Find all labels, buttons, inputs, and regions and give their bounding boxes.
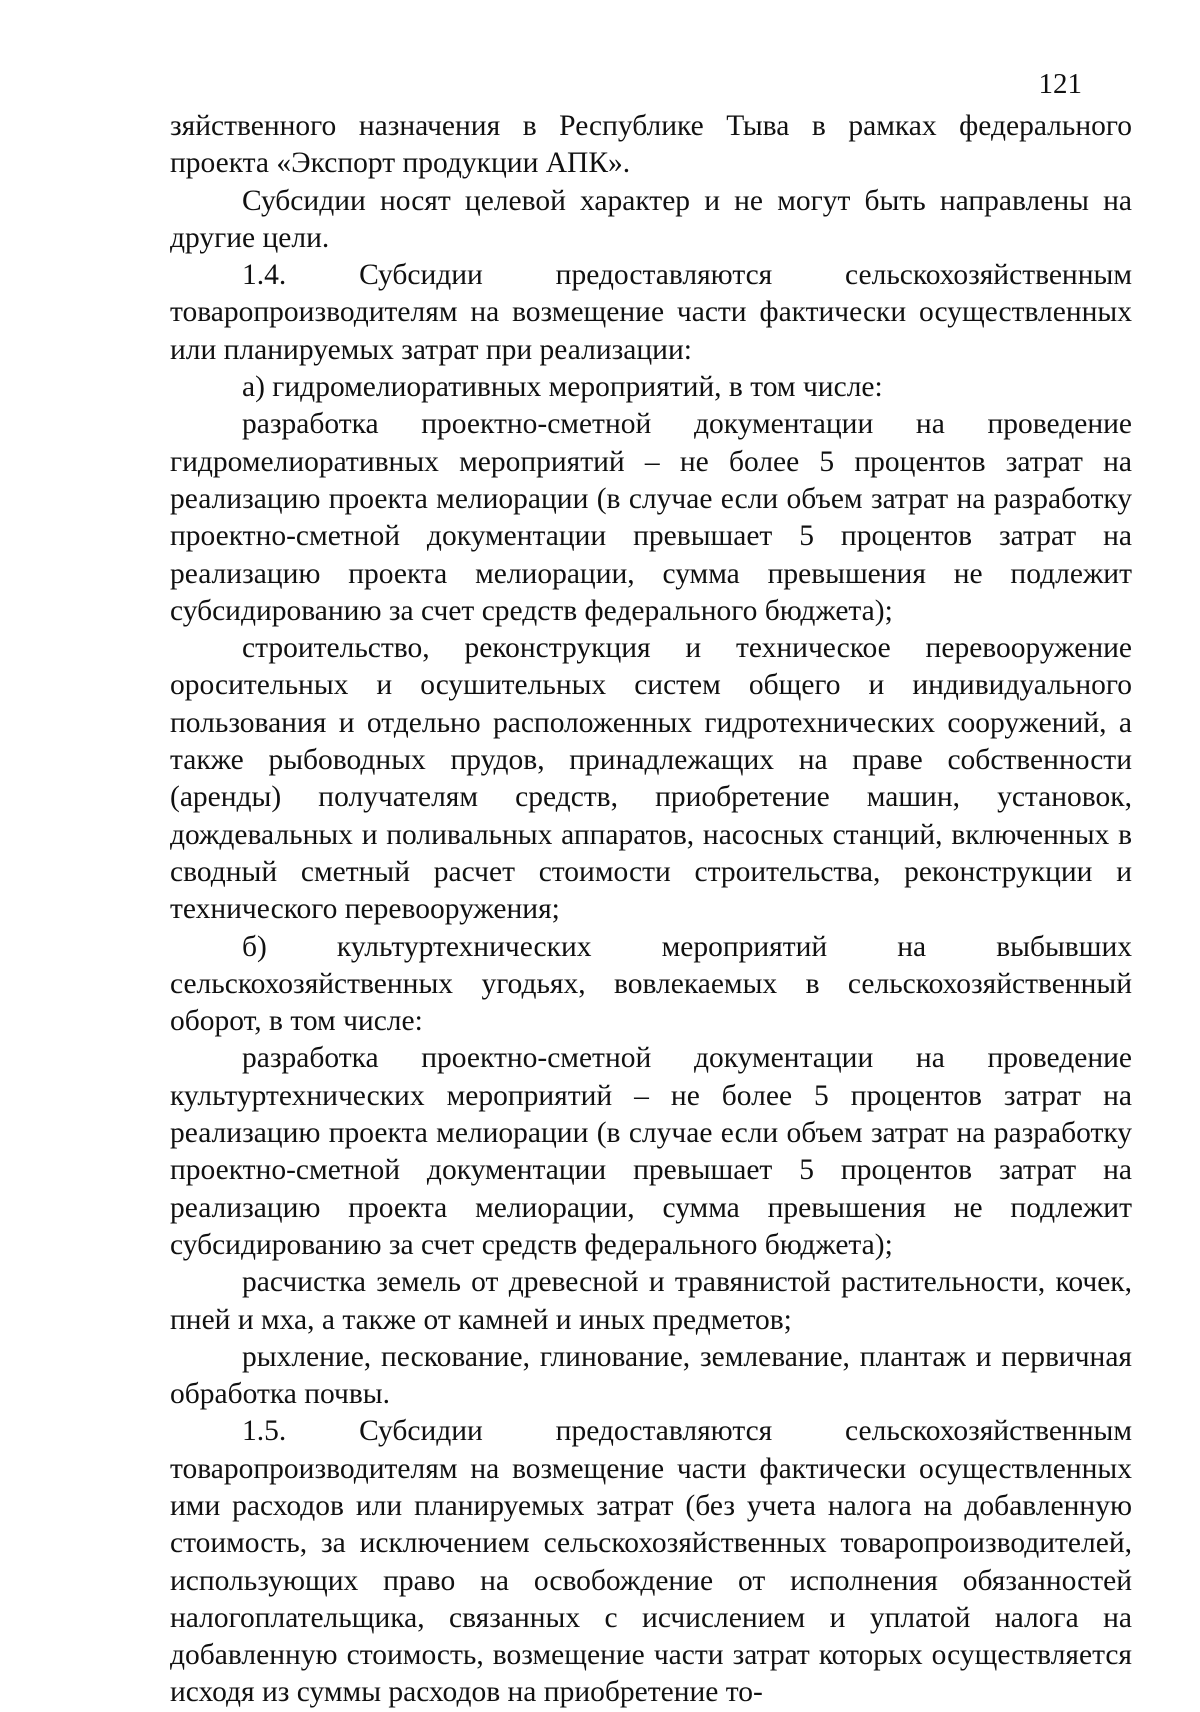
paragraph-item-a: а) гидромелиоративных мероприятий, в том числе: <box>242 371 883 404</box>
paragraph: разработка проектно-сметной документации на проведение гидромелиоративных мероприятий – не более 5 процентов затрат на реализацию проекта мелиорации (в случае если объем затрат на разработку проектно-сметной документации превышает 5 процентов затрат на реализацию проекта мелиорации, сумма превышения не подлежит субсидированию за счет средств федерального бюджета); <box>170 408 1132 627</box>
paragraph: Субсидии носят целевой характер и не могут быть направлены на другие цели. <box>170 184 1132 254</box>
paragraph: расчистка земель от древесной и травянистой растительности, кочек, пней и мха, а также от камней и иных предметов; <box>170 1266 1132 1336</box>
paragraph: зяйственного назначения в Республике Тыва в рамках федерального проекта «Экспорт продукции АПК». <box>170 110 1132 180</box>
paragraph-item-b: б) культуртехнических мероприятий на выбывших сельскохозяйственных угодьях, вовлекаемых в сельскохозяйственный оборот, в том числе: <box>170 930 1132 1038</box>
paragraph: строительство, реконструкция и техническое перевооружение оросительных и осушительных систем общего и индивидуального пользования и отдельно расположенных гидротехнических сооружений, а также рыбоводных прудов, принадлежащих на праве собственности (аренды) получателям средств, приобретение машин, установок, дождевальных и поливальных аппаратов, насосных станций, включенных в сводный сметный расчет стоимости строительства, реконструкции и технического перевооружения; <box>170 632 1132 926</box>
document-body <box>170 108 1132 1712</box>
paragraph-section-1-4: 1.4. Субсидии предоставляются сельскохозяйственным товаропроизводителям на возмещение части фактически осуществленных или планируемых затрат при реализации: <box>170 259 1132 366</box>
paragraph-section-1-5: 1.5. Субсидии предоставляются сельскохозяйственным товаропроизводителям на возмещение части фактически осуществленных ими расходов или планируемых затрат (без учета налога на добавленную стоимость, за исключением сельскохозяйственных товаропроизводителей, использующих право на освобождение от исполнения обязанностей налогоплательщика, связанных с исчислением и уплатой налога на добавленную стоимость, возмещение части затрат которых осуществляется исходя из суммы расходов на приобретение то- <box>170 1415 1132 1709</box>
page-number: 121 <box>1038 68 1082 100</box>
paragraph: разработка проектно-сметной документации на проведение культуртехнических мероприятий – не более 5 процентов затрат на реализацию проекта мелиорации (в случае если объем затрат на разработку проектно-сметной документации превышает 5 процентов затрат на реализацию проекта мелиорации, сумма превышения не подлежит субсидированию за счет средств федерального бюджета); <box>170 1042 1132 1261</box>
paragraph: рыхление, пескование, глинование, землевание, плантаж и первичная обработка почвы. <box>170 1340 1132 1411</box>
